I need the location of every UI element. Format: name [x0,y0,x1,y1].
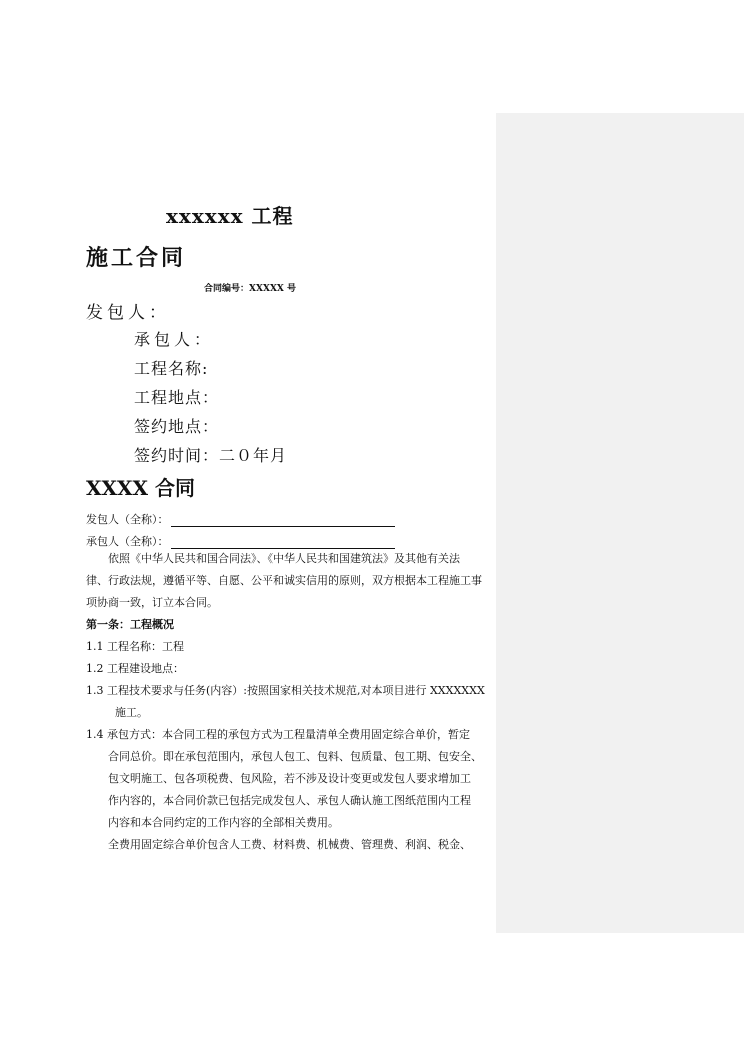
comment-pane [496,113,744,933]
contract-number: 合同编号：XXXXX 号 [204,284,297,294]
project-title: xxxxxx 工程 [166,204,294,228]
cover-signing-time: 签约时间：二０年月 [134,446,288,465]
clause-1-3-cont: 施工。 [115,706,148,719]
contractor-fullname-label: 承包人（全称）： [86,535,169,548]
intro-line-1: 依照《中华人民共和国合同法》、《中华人民共和国建筑法》及其他有关法 [108,552,460,565]
clause-1-4-line-3: 包文明施工、包各项税费、包风险，若不涉及设计变更或发包人要求增加工 [108,772,471,785]
contractor-fullname-line [86,533,395,549]
intro-line-3: 项协商一致，订立本合同。 [86,596,218,609]
clause-1-3: 1.3 工程技术要求与任务(内容）:按照国家相关技术规范,对本项目进行 XXXXXXX [86,684,485,697]
article-1-title: 第一条：工程概况 [86,618,174,631]
cover-project-location: 工程地点： [134,388,220,407]
employer-fullname-line [86,511,395,527]
cover-contractor: 承包人： [134,330,215,349]
employer-fullname-blank [171,514,395,527]
clause-1-1: 1.1 工程名称：工程 [86,640,184,653]
cover-project-name: 工程名称: [134,359,209,378]
clause-1-4-line-6: 全费用固定综合单价包含人工费、材料费、机械费、管理费、利润、税金、 [108,838,471,851]
clause-1-4-line-5: 内容和本合同约定的工作内容的全部相关费用。 [108,816,339,829]
clause-1-4-line-2: 合同总价。即在承包范围内，承包人包工、包料、包质量、包工期、包安全、 [108,750,482,763]
cover-signing-place: 签约地点： [134,417,220,436]
intro-line-2: 律、行政法规，遵循平等、自愿、公平和诚实信用的原则，双方根据本工程施工事 [86,574,482,587]
employer-fullname-label: 发包人（全称）： [86,513,169,526]
clause-1-4: 1.4 承包方式：本合同工程的承包方式为工程量清单全费用固定综合单价，暂定 [86,728,470,741]
contract-title: 施工合同 [86,245,187,271]
section-title: XXXX 合同 [86,476,196,500]
cover-employer: 发包人： [86,303,170,323]
clause-1-2: 1.2 工程建设地点： [86,662,184,675]
clause-1-4-line-4: 作内容的，本合同价款已包括完成发包人、承包人确认施工图纸范围内工程 [108,794,471,807]
